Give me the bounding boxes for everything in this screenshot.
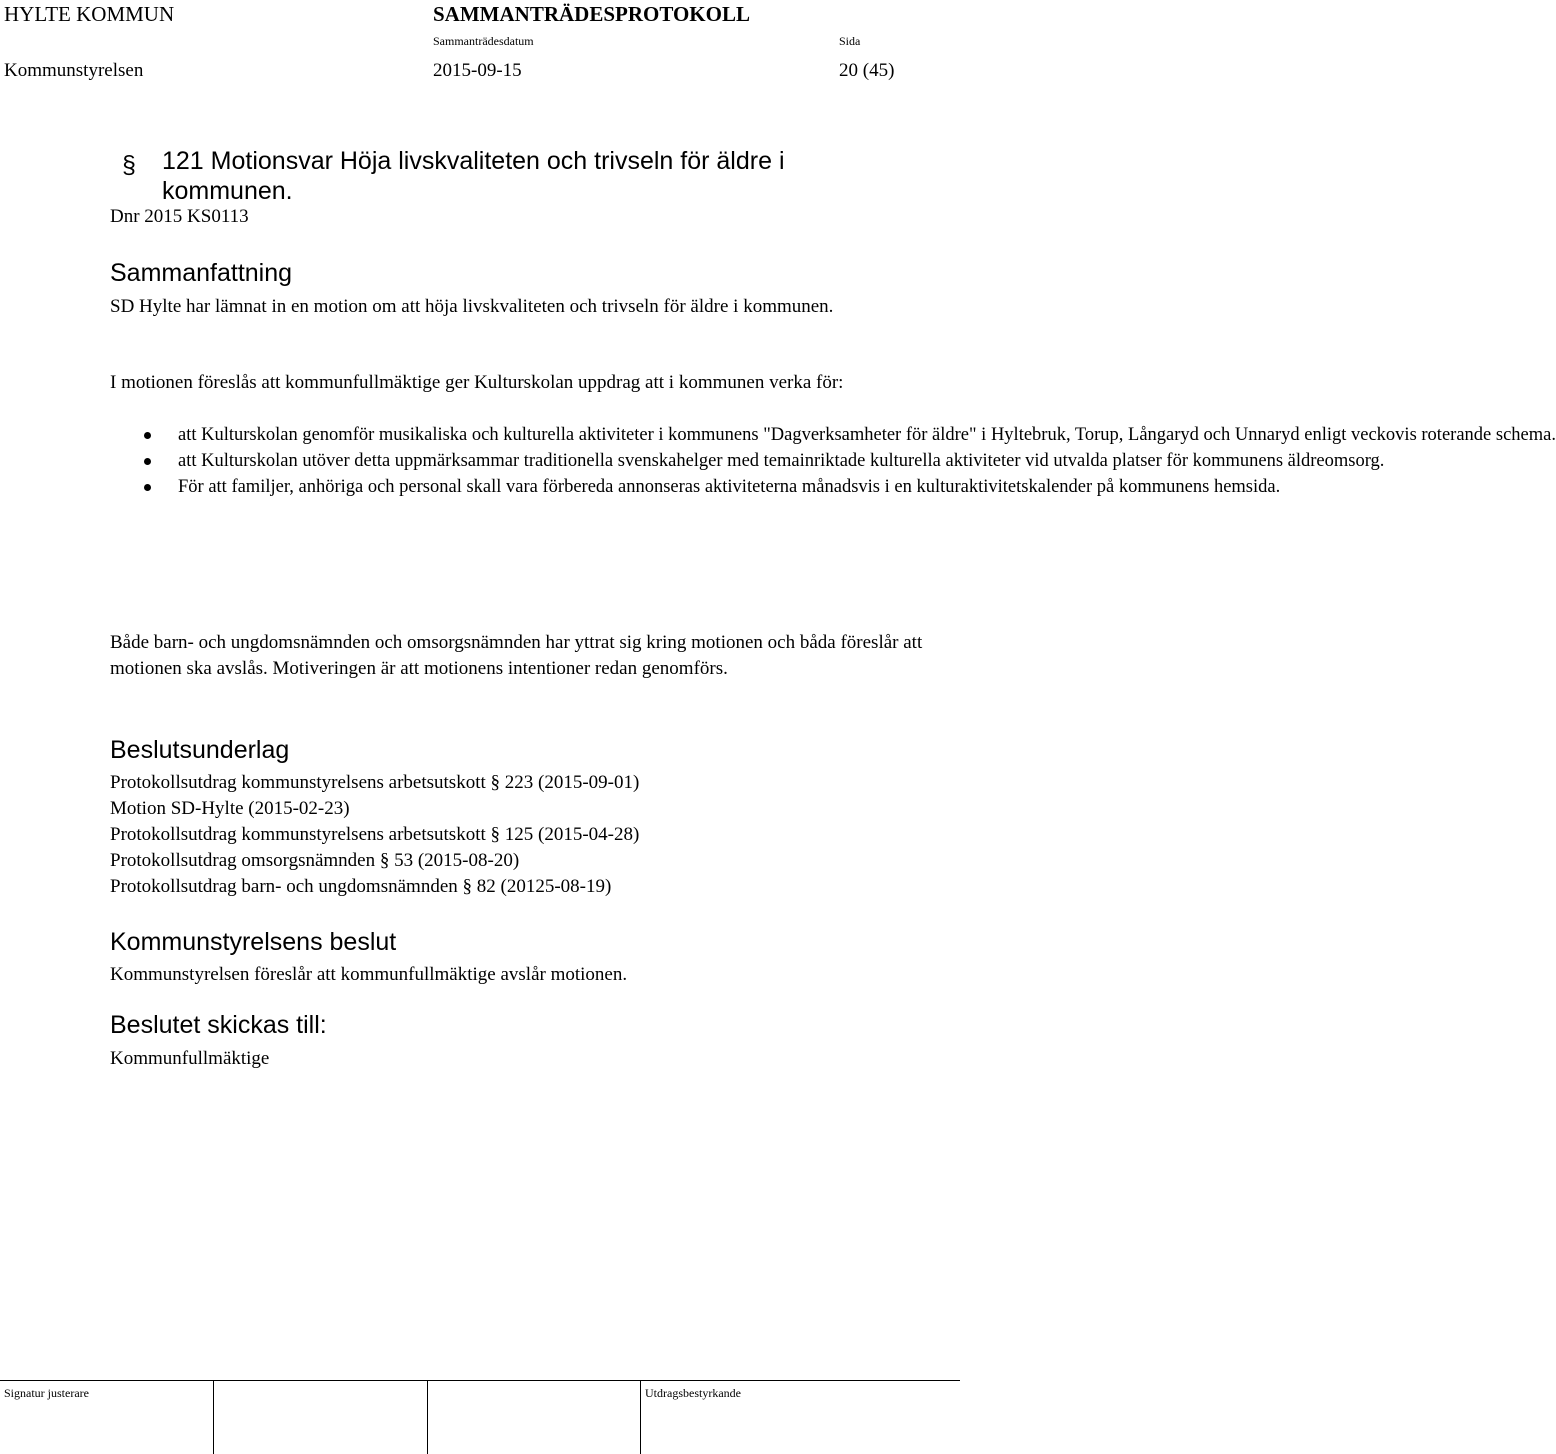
reference-text: Protokollsutdrag kommunstyrelsens arbetsutskott <box>110 824 486 845</box>
paragraph-symbol: § <box>462 876 473 897</box>
reference-number: 82 (20125-08-19) <box>476 876 612 897</box>
summary-heading: Sammanfattning <box>110 259 293 287</box>
decision-heading: Kommunstyrelsens beslut <box>110 928 397 956</box>
org-name: HYLTE KOMMUN <box>4 2 175 26</box>
body-name: Kommunstyrelsen <box>4 60 144 81</box>
paragraph-symbol: § <box>490 824 501 845</box>
list-item-text: att Kulturskolan genomför musikaliska och kulturella aktiviteter i kommunens "Dagverksamheter för äldre" i Hyltebruk, Torup, Långaryd och Unnaryd enligt veckovis roterande schema. <box>178 425 1556 445</box>
meeting-date: 2015-09-15 <box>433 60 522 81</box>
basis-heading: Beslutsunderlag <box>110 736 290 764</box>
footer-column-divider <box>640 1380 641 1454</box>
page-number: 20 (45) <box>839 60 895 81</box>
basis-reference <box>110 822 639 848</box>
list-item-text: att Kulturskolan utöver detta uppmärksammar traditionella svenskahelger med temainriktade kulturella aktiviteter vid utvalda platser för kommunens äldreomsorg. <box>178 451 1385 471</box>
document-type: SAMMANTRÄDESPROTOKOLL <box>433 2 750 26</box>
date-label: Sammanträdesdatum <box>433 34 534 48</box>
reference-number: 53 (2015-08-20) <box>394 850 520 871</box>
extract-label: Utdragsbestyrkande <box>645 1386 741 1400</box>
footer-divider <box>0 1380 960 1381</box>
reference-text: Motion SD-Hylte (2015-02-23) <box>110 798 350 819</box>
reference-number: 125 (2015-04-28) <box>504 824 640 845</box>
reference-text: Protokollsutdrag barn- och ungdomsnämnden <box>110 876 458 897</box>
sent-to-recipient: Kommunfullmäktige <box>110 1048 270 1069</box>
footer-column-divider <box>427 1380 428 1454</box>
basis-reference <box>110 874 611 900</box>
list-item <box>140 474 1281 500</box>
list-item <box>140 422 1556 448</box>
sent-to-heading: Beslutet skickas till: <box>110 1011 327 1039</box>
basis-reference <box>110 848 519 874</box>
basis-reference <box>110 770 639 796</box>
page-label: Sida <box>839 34 861 48</box>
summary-paragraph-1: SD Hylte har lämnat in en motion om att höja livskvaliteten och trivseln för äldre i kommunen. <box>110 296 834 317</box>
basis-reference <box>110 796 350 822</box>
reference-text: Protokollsutdrag kommunstyrelsens arbetsutskott <box>110 772 486 793</box>
bullet-icon <box>144 432 151 439</box>
summary-paragraph-3: Både barn- och ungdomsnämnden och omsorgsnämnden har yttrat sig kring motionen och båda föreslår att motionen ska avslås. Motiveringen är att motionens intentioner redan genomförs. <box>110 632 923 679</box>
list-item-text: För att familjer, anhöriga och personal skall vara förbereda annonseras aktiviteterna månadsvis i en kulturaktivitetskalender på kommunens hemsida. <box>178 477 1281 497</box>
signature-label: Signatur justerare <box>4 1386 89 1400</box>
proposal-list <box>140 422 1556 500</box>
decision-text: Kommunstyrelsen föreslår att kommunfullmäktige avslår motionen. <box>110 964 628 985</box>
dnr-number: Dnr 2015 KS0113 <box>110 206 249 227</box>
paragraph-symbol: § <box>490 772 501 793</box>
reference-number: 223 (2015-09-01) <box>504 772 640 793</box>
bullet-icon <box>144 484 151 491</box>
list-item <box>140 448 1385 474</box>
bullet-icon <box>144 458 151 465</box>
summary-paragraph-2: I motionen föreslås att kommunfullmäktige ger Kulturskolan uppdrag att i kommunen verka för: <box>110 372 844 393</box>
paragraph-symbol: § <box>379 850 390 871</box>
item-title: 121 Motionsvar Höja livskvaliteten och trivseln för äldre i kommunen. <box>162 147 785 205</box>
paragraph-symbol: § <box>122 151 136 179</box>
reference-text: Protokollsutdrag omsorgsnämnden <box>110 850 376 871</box>
footer-column-divider <box>213 1380 214 1454</box>
